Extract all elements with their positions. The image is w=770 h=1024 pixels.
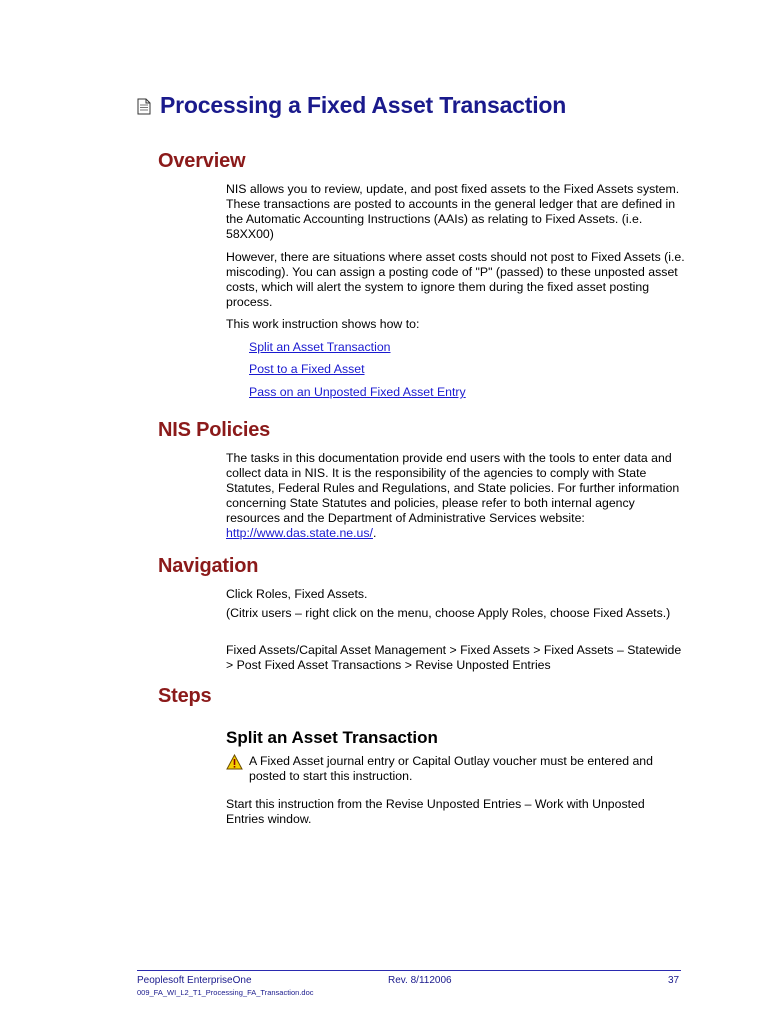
steps-heading: Steps — [158, 685, 212, 707]
navigation-path: Fixed Assets/Capital Asset Management > Fixed Assets > Fixed Assets – Statewide > Post Fixed Asset Transactions > Revise Unposted Entries — [226, 643, 682, 672]
overview-paragraph-2: However, there are situations where asset costs should not post to Fixed Assets (i.e. miscoding). You can assign a posting code of "P" (passed) to these unposted asset costs, which will alert the system to ignore them during the fixed asset posting process. — [226, 250, 685, 309]
steps-paragraph: Start this instruction from the Revise Unposted Entries – Work with Unposted Entries window. — [226, 797, 645, 826]
footer-filename: 009_FA_WI_L2_T1_Processing_FA_Transaction.doc — [137, 988, 314, 997]
overview-paragraph-3: This work instruction shows how to: — [226, 317, 420, 331]
footer-page-number: 37 — [668, 975, 680, 986]
policies-end: . — [372, 526, 377, 540]
policies-paragraph — [226, 451, 686, 541]
document-icon — [137, 98, 151, 115]
navigation-heading: Navigation — [158, 555, 259, 577]
navigation-paragraph-1: Click Roles, Fixed Assets. — [226, 587, 368, 601]
page-title: Processing a Fixed Asset Transaction — [160, 92, 567, 118]
das-website-link[interactable]: http://www.das.state.ne.us/ — [226, 526, 373, 540]
title-row — [137, 92, 566, 119]
policies-text: The tasks in this documentation provide end users with the tools to enter data and collect data in NIS. It is the responsibility of the agencies to comply with State Statutes, Federal Rules and Regulations, and State policies. For further information concerning State Statutes and policies, please refer to both internal agency resources and the Department of Administrative Services website: — [226, 451, 680, 525]
caution-note — [226, 754, 689, 784]
footer-product: Peoplesoft EnterpriseOne — [137, 975, 252, 986]
overview-paragraph-1: NIS allows you to review, update, and post fixed assets to the Fixed Assets system. These transactions are posted to accounts in the general ledger that are defined in the Automatic Accounting Instructions (AAIs) as relating to Fixed Assets. (i.e. 58XX00) — [226, 182, 680, 241]
link-pass-unposted-entry[interactable]: Pass on an Unposted Fixed Asset Entry — [249, 385, 466, 399]
policies-heading: NIS Policies — [158, 419, 271, 441]
link-post-to-fixed-asset[interactable]: Post to a Fixed Asset — [249, 362, 365, 376]
navigation-paragraph-2: (Citrix users – right click on the menu, choose Apply Roles, choose Fixed Assets.) — [226, 606, 671, 620]
footer-revision: Rev. 8/112006 — [388, 975, 452, 986]
link-split-asset-transaction[interactable]: Split an Asset Transaction — [249, 340, 391, 354]
warning-icon — [226, 754, 243, 770]
overview-heading: Overview — [158, 150, 246, 172]
split-transaction-subheading: Split an Asset Transaction — [226, 728, 438, 747]
footer-divider — [137, 970, 681, 971]
warning-text: A Fixed Asset journal entry or Capital Outlay voucher must be entered and posted to start this instruction. — [249, 754, 653, 783]
